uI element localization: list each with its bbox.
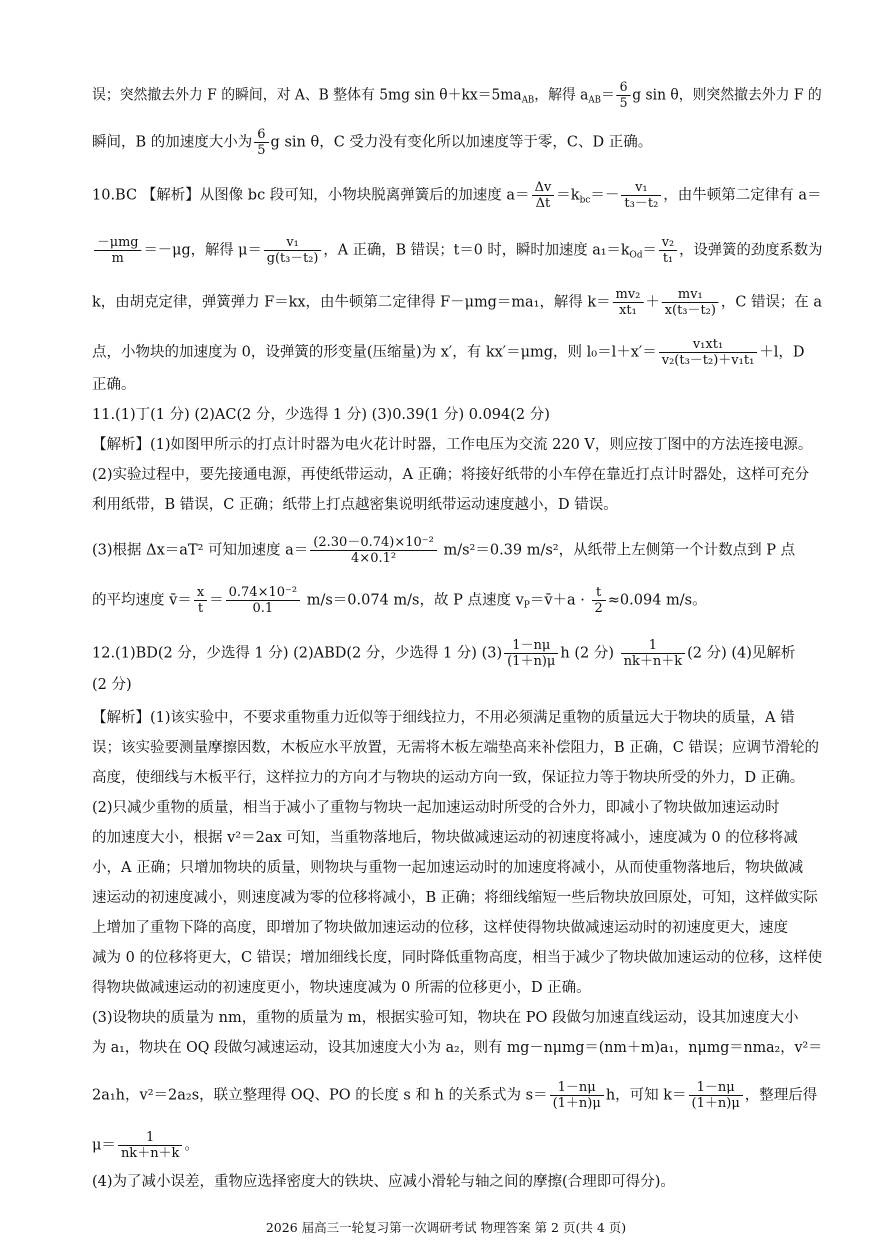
q11-line: 的平均速度 v̄＝ $\frac{x}{t}$ ＝ $\frac{\text{0.74×10⁻²}}{0.1}$ m/s＝0.074 m/s，故 P 点速度 $v_P=v̄+a$ · $\frac{t}{2}$ ≈0.094 m/s。 [92,585,707,616]
text-line: 误；突然撤去外力 F 的瞬间，对 A、B 整体有 5mg $\sin \theta+kx=5ma_{AB}$，解得 $a_{AB}=$ $\frac{6}{5}$ g sin θ，则突然撤去外力 F 的 [92,80,822,111]
q12-line: 减为 0 的位移将更大，C 错误；增加细线长度，同时降低重物高度，相当于减少了物块做加速运动的位移，这样使 [92,950,823,966]
q12-line: μ＝ $\frac{1}{nk+n+k}$ 。 [92,1130,199,1161]
q12-line: 【解析】(1)该实验中，不要求重物重力近似等于细线拉力，不用必须满足重物的质量远大于物块的质量，A 错 [92,710,795,726]
q11-line: 利用纸带，B 错误，C 正确；纸带上打点越密集说明纸带运动速度越小，D 错误。 [92,497,618,513]
q12-line: (4)为了减小误差，重物应选择密度大的铁块、应减小滑轮与轴之间的摩擦(合理即可得分)。 [92,1174,675,1190]
q11-answer: 11.(1)丁(1 分) (2)AC(2 分，少选得 1 分) (3)0.39(1 分) 0.094(2 分) [92,407,550,423]
q11-line: 【解析】(1)如图甲所示的打点计时器为电火花计时器，工作电压为交流 220 V，则应按丁图中的方法连接电源。 [92,437,813,453]
q12-line: 高度，使细线与木板平行，这样拉力的方向才与物块的运动方向一致，保证拉力等于物块所受的外力，D 正确。 [92,770,805,786]
q12-answer: 12.(1)BD(2 分，少选得 1 分) (2)ABD(2 分，少选得 1 分) (3) $\frac{1-n\mu}{(1+n)\mu}$ h (2 分) $\frac{1}{nk+n+k}$ (2 分) (4)见解析 [92,638,796,669]
fraction: $\frac{6}{5}$ [617,80,631,111]
q12-line: (3)设物块的质量为 nm，重物的质量为 m，根据实验可知，物块在 PO 段做匀加速直线运动，设其加速度大小 [92,1010,799,1026]
q12-line: 得物块做减速运动的初速度更小，物块速度减为 0 所需的位移更小，D 正确。 [92,980,591,996]
q10-line: 正确。 [92,377,136,393]
q12-line: 误；该实验要测量摩擦因数，木板应水平放置，无需将木板左端垫高来补偿阻力，B 正确，C 错误；应调节滑轮的 [92,740,819,756]
q12-line: 速运动的初速度减小，则速度减为零的位移将减小，B 正确；将细线缩短一些后物块放回原处，可知，这样做实际 [92,890,818,906]
page-footer: 2026 届高三一轮复习第一次调研考试 物理答案 第 2 页(共 4 页) [265,1220,627,1235]
q12-line: 小，A 正确；只增加物块的质量，则物块与重物一起加速运动时的加速度将减小，从而使重物落地后，物块做减 [92,860,804,876]
q11-line: (3)根据 Δx＝aT² 可知加速度 a＝ $\frac{\text{(2.30－0.74)×10⁻²}}{\text{4×0.1²}}$ m/s²＝0.39 m/s²，从纸带上左侧第一个计数点到 P 点 [92,535,796,566]
q12-line: 为 a₁，物块在 OQ 段做匀减速运动，设其加速度大小为 a₂，则有 mg－nμmg＝(nm＋m)a₁，nμmg＝nma₂，v²＝ [92,1040,823,1056]
q10-line: 点，小物块的加速度为 0，设弹簧的形变量(压缩量)为 x′，有 kx′＝μmg，则 l₀＝l＋x′＝ $\frac{\text{v₁xt₁}}{\text{v₂(t₃－t₂)＋v₁t₁}}$ ＋l，D [92,337,805,368]
q10-line: k，由胡克定律，弹簧弹力 F＝kx，由牛顿第二定律得 F－μmg＝ma₁，解得 k＝ $\frac{\text{mv₂}}{\text{xt₁}}$ ＋ $\frac{\text{mv₁}}{\text{x(t₃－t₂)}}$ ，C 错误；在 a [92,287,822,318]
q12-line: (2 分) [92,677,132,693]
q12-line: 的加速度大小，根据 v²＝2ax 可知，当重物落地后，物块做减速运动的初速度将减小，速度减为 0 的位移将减 [92,830,798,846]
text-line: 瞬间，B 的加速度大小为 $\frac{6}{5}$ g sin θ，C 受力没有变化所以加速度等于零，C、D 正确。 [92,127,653,158]
q10-line: $\frac{\text{－μmg}}{m}$ ＝－μg，解得 μ＝ $\frac{\text{v₁}}{\text{g(t₃－t₂)}}$ ，A 正确，B 错误；t＝0 时，瞬时加速度 $a_1=k_{Od}=$ $\frac{\text{v₂}}{\text{t₁}}$ ，设弹簧的劲度系数为 [92,235,822,266]
q11-line: (2)实验过程中，要先接通电源，再使纸带运动，A 正确；将接好纸带的小车停在靠近打点计时器处，这样可充分 [92,467,810,483]
q12-line: 上增加了重物下降的高度，即增加了物块做加速运动的位移，这样使得物块做减速运动时的初速度更大，速度 [92,920,788,936]
fraction: $\frac{6}{5}$ [254,127,268,158]
q10-line: 10.BC 【解析】从图像 bc 段可知，小物块脱离弹簧后的加速度 a＝ $\frac{\Delta v}{\Delta t}$ $=k_{bc}=-$ $\frac{\text{v₁}}{\text{t₃－t₂}}$ ，由牛顿第二定律有 a＝ [92,180,822,211]
q12-line: (2)只减少重物的质量，相当于减小了重物与物块一起加速运动时所受的合外力，即减小了物块做加速运动时 [92,800,780,816]
q12-line: 2a₁h，v²＝2a₂s，联立整理得 OQ、PO 的长度 s 和 h 的关系式为 s＝ $\frac{1-n\mu}{(1+n)\mu}$ h，可知 k＝ $\frac{1-n\mu}{(1+n)\mu}$ ，整理后得 [92,1080,818,1111]
